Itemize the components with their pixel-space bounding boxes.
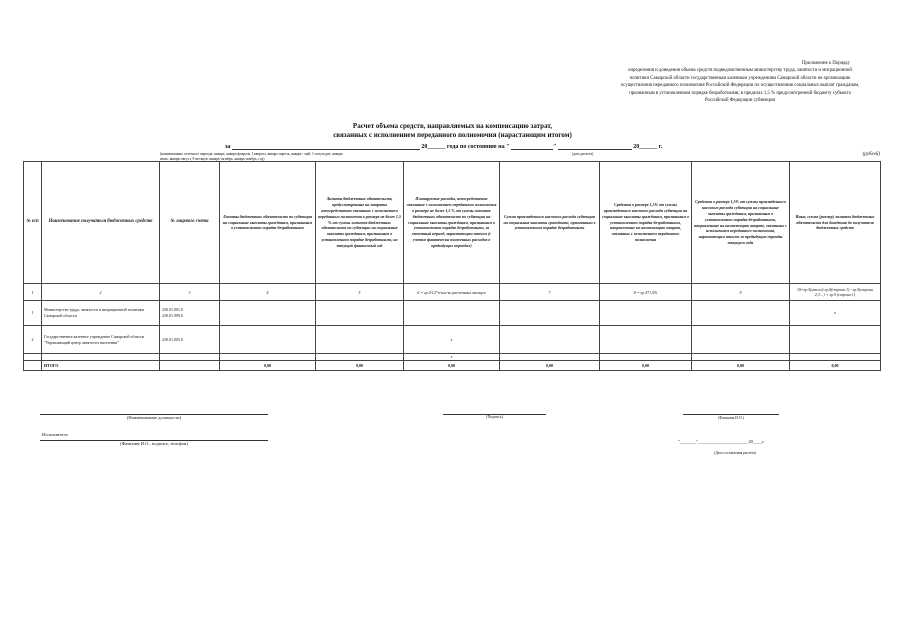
date-month-field[interactable] — [558, 142, 632, 150]
column-number: 9 — [692, 284, 790, 301]
table-cell — [24, 361, 42, 371]
table-cell: х — [404, 354, 500, 361]
total-row — [24, 361, 881, 371]
row-number: 1 — [24, 301, 42, 326]
position-hint: (Наименование должности) — [126, 415, 182, 420]
period-year: 20______ года по состоянию на " — [421, 144, 510, 150]
header-cell: Лимиты бюджетных обязательств, предусмотренные на затраты непосредственно связанные с исполнением переданного полномочия в размере не более 1,5 % от суммы лимитов бюджетных обязательств по субвенции на социальные выплаты гражданам, признанным в установленном порядке безработными, на текущий финансовый год — [316, 162, 404, 284]
calculation-table — [23, 161, 881, 371]
total-value: 0,00 — [600, 361, 692, 371]
document-title: Расчет объема средств, направляемых на компенсацию затрат, — [352, 122, 553, 130]
period-hint-line: июль, январь-август, 9 месяцев, январь-октябрь, январь-ноябрь, год) — [160, 156, 265, 161]
table-cell: х — [404, 326, 500, 354]
total-value: 0,00 — [316, 361, 404, 371]
header-cell: № п/п — [24, 162, 42, 284]
column-number: 6 = гр.5/12*n-кол-во расчетных месяцев — [404, 284, 500, 301]
quote-mark: " — [552, 144, 557, 150]
column-number: 10=гр.5(итого)-гр.8(строка 1) - гр.9(строки 2,3…) + гр.9 (строка 1) — [790, 284, 881, 301]
table-cell[interactable] — [316, 326, 404, 354]
appendix-block — [600, 60, 880, 105]
recipient-name: Министерство труда, занятости и миграционной политики Самарской области — [42, 301, 160, 326]
account-number: 230.01.003.0 — [160, 326, 220, 354]
table-cell — [316, 354, 404, 361]
header-cell: Лимиты бюджетных обязательств по субвенции на социальные выплаты гражданам, признанным в установленном порядке безработными — [220, 162, 316, 284]
table-cell — [160, 361, 220, 371]
account-number — [160, 301, 220, 326]
table-cell — [42, 354, 160, 361]
period-field[interactable] — [232, 142, 420, 150]
calculation-date-line[interactable]: "_______"______________________20____г. — [678, 439, 765, 444]
table-cell[interactable] — [790, 326, 881, 354]
table-cell[interactable] — [500, 301, 600, 326]
header-cell: Средства в размере 1,5% от суммы произведенного кассового расхода субвенции на социальные выплаты гражданам, признанным в установленном порядке безработными, направленные на компенсацию затрат, связанных с исполнением переданного полномочия — [600, 162, 692, 284]
table-cell[interactable] — [692, 301, 790, 326]
table-cell — [220, 354, 316, 361]
column-number: 5 — [316, 284, 404, 301]
table-cell — [24, 354, 42, 361]
date-day-field[interactable] — [511, 142, 553, 150]
appendix-line: признанным в установленном порядке безработными, в пределах 1,5 % предусмотренной бюджету субъекта — [629, 90, 851, 96]
total-value: 0,00 — [790, 361, 881, 371]
document-subtitle: связанных с исполнением переданного полномочия (нарастающим итогом) — [333, 131, 572, 139]
table-row — [24, 301, 881, 326]
table-cell — [600, 354, 692, 361]
column-number: 2 — [42, 284, 160, 301]
account-value: 230.01.001.0 — [162, 307, 183, 313]
header-cell: № лицевого счета — [160, 162, 220, 284]
account-value: 230.01.999.0 — [162, 313, 183, 318]
table-cell[interactable] — [692, 326, 790, 354]
period-line — [225, 142, 662, 150]
units-label: (рублей) — [862, 152, 880, 157]
column-number-row — [24, 284, 881, 301]
date-hint: (дата расчета) — [572, 152, 594, 156]
header-cell: Сумма произведенного кассового расхода субвенции на социальные выплаты гражданам, признанным в установленном порядке безработными — [500, 162, 600, 284]
table-cell[interactable] — [600, 301, 692, 326]
total-label: ИТОГО — [42, 361, 160, 371]
spacer-row — [24, 354, 881, 361]
executor-label: Исполнитель — [42, 432, 68, 437]
column-number: 4 — [220, 284, 316, 301]
column-number: 1 — [24, 284, 42, 301]
header-row — [24, 162, 881, 284]
name-hint: (Фамилия И.О.) — [718, 416, 744, 420]
recipient-name: Государственное казенное учреждение Самарской области "Управляющий центр занятости населения" — [42, 326, 160, 354]
period-date-suffix: 20______ г. — [633, 144, 663, 150]
table-cell[interactable] — [600, 326, 692, 354]
period-hint-line: (наименование отчетного периода: январь, январь-февраль, I квартал, январь-апрель, январь - май, 1 полугодие, январь- — [160, 152, 344, 156]
table-cell: х — [790, 301, 881, 326]
appendix-line: Приложение к Порядку — [801, 61, 850, 66]
table-cell[interactable] — [220, 326, 316, 354]
appendix-line: политики Самарской области государственным казенным учреждениям Самарской области на организацию — [629, 75, 851, 81]
appendix-line: Российской Федерации субвенции — [704, 98, 776, 104]
appendix-line: определения и доведения объема средств подведомственным министерству труда, занятости и миграционной — [628, 68, 852, 74]
table-cell — [160, 354, 220, 361]
header-cell: Планируемые расходы, непосредственно связанные с исполнением переданного полномочия в размере не более 1,5 % от суммы лимитов бюджетных обязательств по субвенции на социальные выплаты гражданам, признанным в установленном порядке безработными, за отчетный период, нарастающим итогом (с учетом фактически понесенных расходов в предыдущих периодах) — [404, 162, 500, 284]
total-value: 0,00 — [220, 361, 316, 371]
executor-hint: (Фамилия И.О., подпись, телефон) — [120, 441, 188, 446]
total-value: 0,00 — [500, 361, 600, 371]
total-value: 0,00 — [692, 361, 790, 371]
calculation-date-hint: (Дата составления расчета) — [714, 451, 756, 455]
period-prefix: за — [225, 144, 231, 150]
total-value: 0,00 — [404, 361, 500, 371]
header-cell: Средства в размере 1,5% от суммы произведенного кассового расхода субвенции на социальные выплаты гражданам, признанным в установленном порядке безработными, направленные на компенсацию затрат, связанных с исполнением переданного полномочия, нарастающим итогом за предыдущие периоды текущего года — [692, 162, 790, 284]
table-cell[interactable] — [220, 301, 316, 326]
table-cell[interactable] — [500, 326, 600, 354]
table-cell[interactable] — [404, 301, 500, 326]
table-row — [24, 326, 881, 354]
table-cell — [500, 354, 600, 361]
header-cell: Иные, сумма (размер) лимитов бюджетных обязательств для доведения до получателя бюджетных средств — [790, 162, 881, 284]
header-cell: Наименование получателя бюджетных средств — [42, 162, 160, 284]
column-number: 8 = гр.4*1,5% — [600, 284, 692, 301]
column-number: 3 — [160, 284, 220, 301]
table-cell — [790, 354, 881, 361]
table-cell[interactable] — [316, 301, 404, 326]
row-number: 2 — [24, 326, 42, 354]
name-line[interactable] — [683, 414, 779, 415]
table-cell — [692, 354, 790, 361]
appendix-line: осуществления переданного полномочия Российской Федерации по осуществлению социальных выплат гражданам, — [620, 83, 860, 89]
column-number: 7 — [500, 284, 600, 301]
signature-hint: (Подпись) — [486, 415, 503, 419]
